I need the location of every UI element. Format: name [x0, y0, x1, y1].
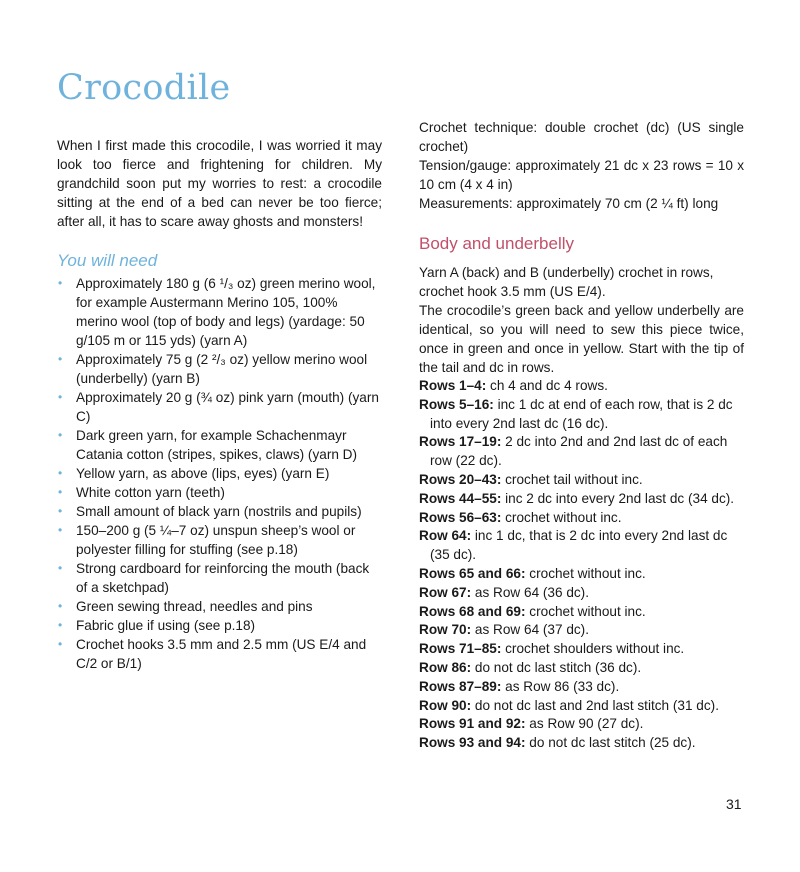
bullet-icon: •	[58, 618, 63, 632]
list-item: • Approximately 180 g (6 ¹/₃ oz) green merino wool, for example Austermann Merino 105, 100% merino wool (top of body and legs) (yardage: 50 g/105 m or 115 yds) (yarn A)	[58, 276, 376, 348]
measurements-line: Measurements: approximately 70 cm (2 ¼ ft) long	[419, 196, 719, 211]
row-instruction: Rows 20–43: crochet tail without inc.	[419, 471, 643, 487]
row-instruction: Rows 71–85: crochet shoulders without inc.	[419, 641, 685, 657]
list-item: • Dark green yarn, for example Schachenmayr Catania cotton (stripes, spikes, claws) (yarn D)	[58, 428, 358, 462]
list-item: • 150–200 g (5 ¼–7 oz) unspun sheep’s wool or polyester filling for stuffing (see p.18)	[58, 523, 356, 557]
bullet-icon: •	[58, 352, 63, 366]
technique-line: Crochet technique: double crochet (dc) (US single crochet)	[419, 120, 744, 154]
bullet-icon: •	[58, 523, 63, 537]
right-column	[419, 118, 744, 753]
row-instruction: Rows 5–16: inc 1 dc at end of each row, that is 2 dc into every 2nd last dc (16 dc).	[419, 396, 733, 431]
list-item: • Fabric glue if using (see p.18)	[58, 618, 256, 633]
intro-paragraph: When I first made this crocodile, I was worried it may look too fierce and frightening for children. My grandchild soon put my worries to rest: a crocodile sitting at the end of a bed can never be too fierce; after all, it has to scare away ghosts and monsters!	[57, 138, 382, 229]
row-instruction: Rows 93 and 94: do not dc last stitch (25 dc).	[419, 735, 696, 751]
list-item: • Crochet hooks 3.5 mm and 2.5 mm (US E/4 and C/2 or B/1)	[58, 637, 367, 671]
row-instruction: Row 70: as Row 64 (37 dc).	[419, 622, 589, 638]
row-instruction: Rows 44–55: inc 2 dc into every 2nd last dc (34 dc).	[419, 490, 735, 506]
bullet-icon: •	[58, 390, 63, 404]
bullet-icon: •	[58, 276, 63, 290]
list-item: • Yellow yarn, as above (lips, eyes) (yarn E)	[58, 466, 330, 481]
bullet-icon: •	[58, 599, 63, 613]
row-instruction: Rows 56–63: crochet without inc.	[419, 509, 622, 525]
row-instruction: Rows 1–4: ch 4 and dc 4 rows.	[419, 378, 608, 393]
bullet-icon: •	[58, 466, 63, 480]
page-title: Crocodile	[57, 68, 231, 108]
row-instructions	[419, 377, 744, 753]
body-underbelly-heading: Body and underbelly	[419, 234, 575, 253]
row-instruction: Rows 17–19: 2 dc into 2nd and 2nd last dc of each row (22 dc).	[419, 434, 728, 469]
row-instruction: Row 86: do not dc last stitch (36 dc).	[419, 659, 642, 675]
bullet-icon: •	[58, 428, 63, 442]
bullet-icon: •	[58, 637, 63, 651]
list-item: • Approximately 75 g (2 ²/₃ oz) yellow merino wool (underbelly) (yarn B)	[58, 352, 368, 386]
list-item: • White cotton yarn (teeth)	[58, 485, 225, 500]
row-instruction: Row 64: inc 1 dc, that is 2 dc into every 2nd last dc (35 dc).	[419, 528, 728, 563]
you-will-need-heading: You will need	[57, 251, 158, 270]
list-item: • Strong cardboard for reinforcing the mouth (back of a sketchpad)	[58, 561, 370, 595]
list-item: • Small amount of black yarn (nostrils and pupils)	[58, 504, 362, 519]
section-intro-2: The crocodile’s green back and yellow underbelly are identical, so you will need to sew this piece twice, once in green and once in yellow. Start with the tip of the tail and dc in rows.	[419, 303, 744, 375]
bullet-icon: •	[58, 504, 63, 518]
bullet-icon: •	[58, 485, 63, 499]
materials-list	[57, 274, 382, 673]
row-instruction: Rows 91 and 92: as Row 90 (27 dc).	[419, 716, 644, 732]
row-instruction: Rows 87–89: as Row 86 (33 dc).	[419, 678, 620, 694]
left-column	[57, 136, 382, 673]
bullet-icon: •	[58, 561, 63, 575]
page-number: 31	[726, 796, 742, 812]
section-intro-1: Yarn A (back) and B (underbelly) crochet in rows, crochet hook 3.5 mm (US E/4).	[419, 265, 714, 299]
row-instruction: Rows 68 and 69: crochet without inc.	[419, 603, 646, 619]
row-instruction: Rows 65 and 66: crochet without inc.	[419, 565, 646, 581]
row-instruction: Row 90: do not dc last and 2nd last stitch (31 dc).	[419, 697, 719, 713]
row-instruction: Row 67: as Row 64 (36 dc).	[419, 584, 589, 600]
gauge-line: Tension/gauge: approximately 21 dc x 23 rows = 10 x 10 cm (4 x 4 in)	[419, 158, 744, 192]
list-item: • Green sewing thread, needles and pins	[58, 599, 313, 614]
list-item: • Approximately 20 g (¾ oz) pink yarn (mouth) (yarn C)	[58, 390, 379, 424]
